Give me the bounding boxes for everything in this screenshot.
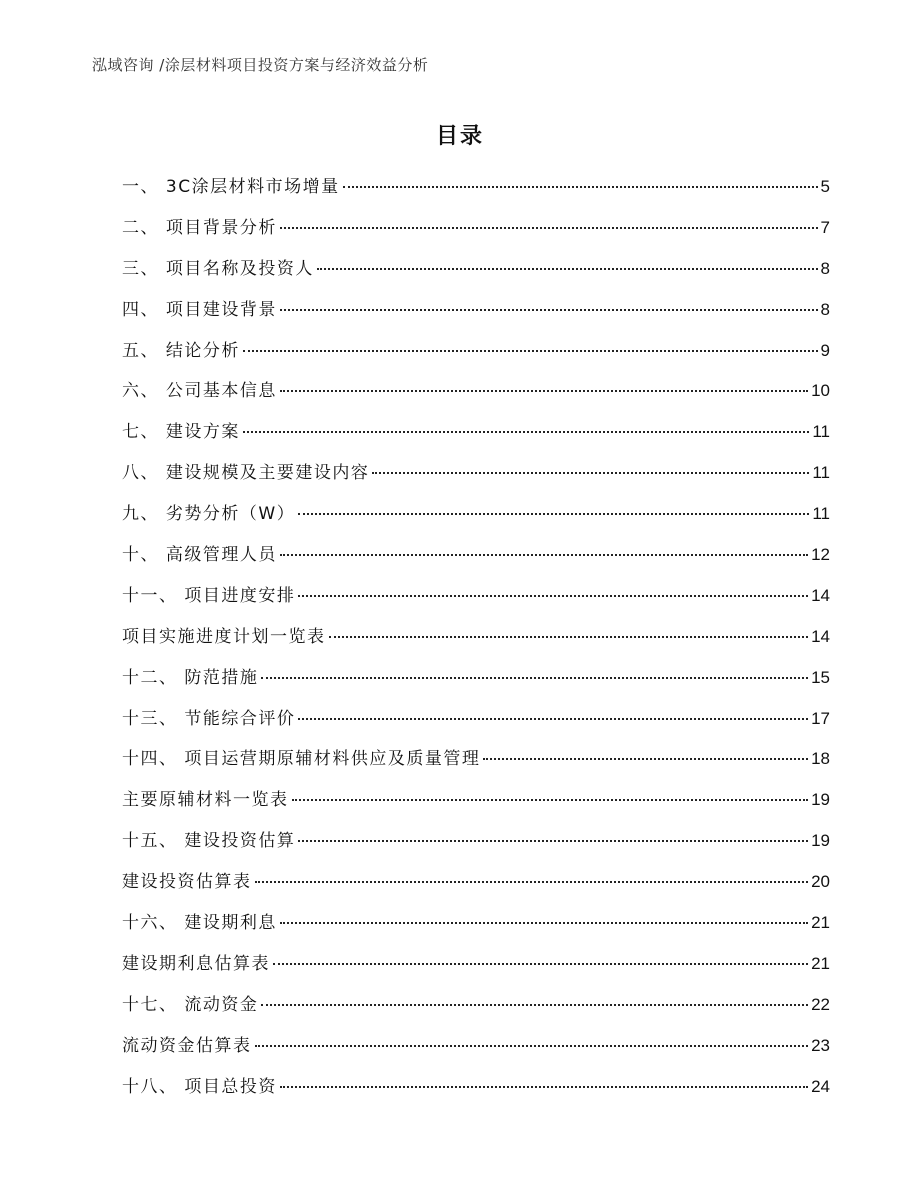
toc-entry-label: 十四、 项目运营期原辅材料供应及质量管理 [122, 749, 481, 770]
toc-entry-label: 十三、 节能综合评价 [122, 708, 296, 729]
toc-entry[interactable] [122, 1071, 830, 1112]
toc-entry[interactable] [122, 498, 830, 539]
table-of-contents [122, 171, 830, 1111]
toc-entry-label: 八、 建设规模及主要建设内容 [122, 463, 370, 484]
toc-entry[interactable] [122, 907, 830, 948]
toc-entry-label: 九、 劣势分析（W） [122, 504, 296, 525]
toc-dot-leader [298, 513, 809, 515]
toc-entry-page-number: 10 [811, 381, 830, 401]
toc-dot-leader [280, 922, 808, 924]
toc-entry-label: 十八、 项目总投资 [122, 1076, 277, 1097]
toc-entry[interactable] [122, 621, 830, 662]
page-header: 泓域咨询 /涂层材料项目投资方案与经济效益分析 [92, 56, 429, 74]
toc-entry[interactable] [122, 416, 830, 457]
toc-entry[interactable] [122, 825, 830, 866]
toc-entry[interactable] [122, 335, 830, 376]
toc-entry-label: 四、 项目建设背景 [122, 299, 277, 320]
toc-entry-label: 主要原辅材料一览表 [122, 790, 289, 811]
toc-entry-page-number: 5 [820, 177, 830, 196]
toc-dot-leader [343, 186, 818, 188]
toc-entry[interactable] [122, 539, 830, 580]
toc-entry-page-number: 18 [811, 749, 830, 769]
toc-dot-leader [298, 718, 808, 720]
toc-entry[interactable] [122, 457, 830, 498]
toc-entry-label: 十六、 建设期利息 [122, 913, 277, 934]
toc-entry-page-number: 22 [811, 994, 830, 1014]
toc-entry-page-number: 20 [811, 872, 830, 892]
toc-entry-label: 流动资金估算表 [122, 1035, 252, 1056]
toc-dot-leader [317, 268, 818, 270]
toc-entry-page-number: 14 [811, 585, 830, 605]
toc-entry[interactable] [122, 580, 830, 621]
toc-entry-page-number: 24 [811, 1076, 830, 1096]
toc-entry-label: 三、 项目名称及投资人 [122, 258, 314, 279]
toc-entry-page-number: 8 [820, 299, 830, 319]
toc-dot-leader [483, 758, 808, 760]
toc-entry-label: 项目实施进度计划一览表 [122, 626, 326, 647]
toc-entry-label: 二、 项目背景分析 [122, 217, 277, 238]
toc-entry-page-number: 23 [811, 1035, 830, 1055]
toc-entry[interactable] [122, 703, 830, 744]
toc-entry-page-number: 9 [820, 340, 830, 360]
toc-entry-label: 五、 结论分析 [122, 340, 240, 361]
toc-entry-page-number: 11 [812, 463, 830, 483]
toc-entry-label: 建设期利息估算表 [122, 953, 270, 974]
toc-entry-page-number: 11 [812, 504, 830, 524]
toc-entry-page-number: 8 [820, 258, 830, 278]
toc-dot-leader [292, 799, 809, 801]
toc-dot-leader [372, 472, 809, 474]
toc-entry-label: 建设投资估算表 [122, 872, 252, 893]
toc-entry-label: 十二、 防范措施 [122, 667, 259, 688]
toc-entry-label: 十、 高级管理人员 [122, 545, 277, 566]
toc-entry[interactable] [122, 743, 830, 784]
toc-dot-leader [280, 390, 808, 392]
toc-entry-page-number: 17 [811, 708, 830, 728]
toc-dot-leader [280, 309, 818, 311]
toc-entry-page-number: 15 [811, 667, 830, 687]
toc-entry[interactable] [122, 1030, 830, 1071]
page-title: 目录 [435, 124, 484, 149]
toc-dot-leader [255, 881, 809, 883]
toc-dot-leader [329, 636, 809, 638]
toc-entry[interactable] [122, 866, 830, 907]
toc-entry[interactable] [122, 171, 830, 212]
toc-entry[interactable] [122, 662, 830, 703]
toc-entry-label: 七、 建设方案 [122, 422, 240, 443]
toc-dot-leader [298, 595, 808, 597]
toc-entry-page-number: 19 [811, 790, 830, 810]
toc-entry-page-number: 19 [811, 831, 830, 851]
toc-entry[interactable] [122, 375, 830, 416]
toc-entry-label: 一、 3C涂层材料市场增量 [122, 177, 340, 197]
toc-dot-leader [255, 1045, 809, 1047]
toc-entry[interactable] [122, 253, 830, 294]
toc-dot-leader [243, 431, 809, 433]
toc-dot-leader [280, 1086, 808, 1088]
toc-dot-leader [280, 227, 818, 229]
toc-dot-leader [243, 350, 818, 352]
toc-entry-page-number: 14 [811, 626, 830, 646]
toc-dot-leader [280, 554, 808, 556]
toc-entry-label: 六、 公司基本信息 [122, 381, 277, 402]
toc-entry-label: 十五、 建设投资估算 [122, 831, 296, 852]
toc-entry-page-number: 7 [820, 217, 830, 237]
toc-dot-leader [261, 677, 808, 679]
toc-entry-label: 十七、 流动资金 [122, 994, 259, 1015]
toc-entry-page-number: 21 [811, 953, 830, 973]
toc-entry[interactable] [122, 294, 830, 335]
toc-dot-leader [298, 840, 808, 842]
toc-entry[interactable] [122, 989, 830, 1030]
toc-entry-page-number: 21 [811, 913, 830, 933]
toc-entry-page-number: 11 [812, 422, 830, 442]
toc-dot-leader [273, 963, 808, 965]
toc-entry[interactable] [122, 784, 830, 825]
toc-dot-leader [261, 1004, 808, 1006]
toc-entry[interactable] [122, 212, 830, 253]
toc-entry[interactable] [122, 948, 830, 989]
toc-entry-label: 十一、 项目进度安排 [122, 585, 296, 606]
toc-entry-page-number: 12 [811, 545, 830, 565]
